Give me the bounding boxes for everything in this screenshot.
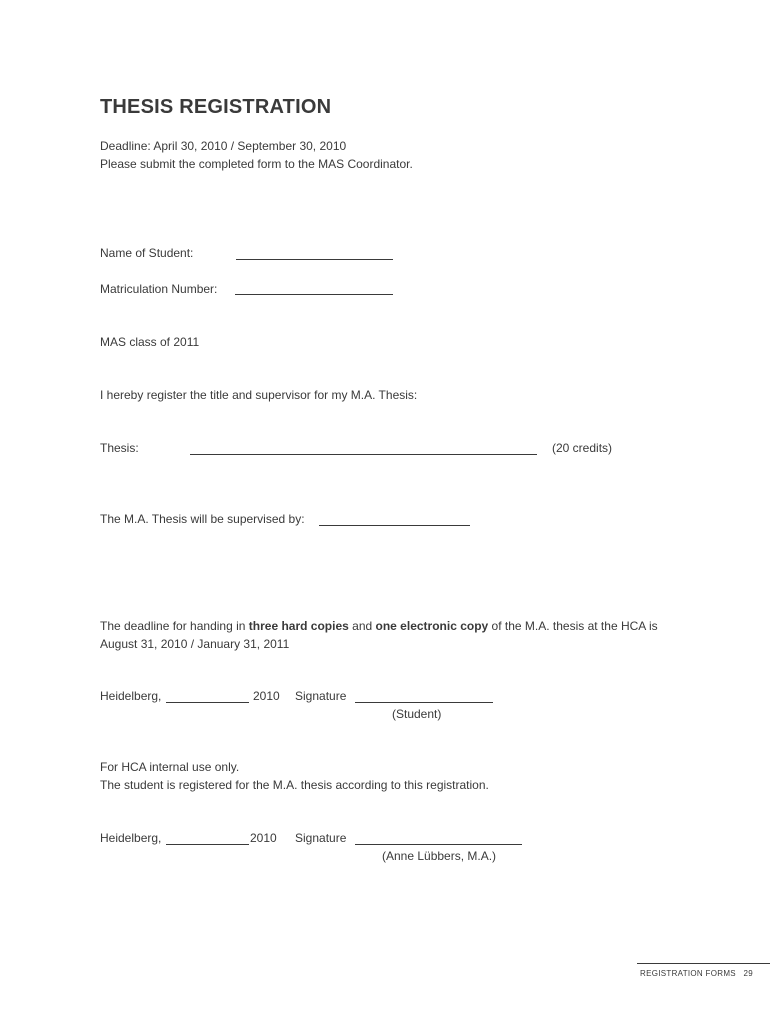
name-of-student-label: Name of Student: <box>100 246 194 260</box>
footer-divider <box>637 963 770 964</box>
hard-copies-emphasis: three hard copies <box>248 619 349 633</box>
registration-statement: I hereby register the title and supervisor for my M.A. Thesis: <box>100 388 418 402</box>
student-signature-caption: (Student) <box>392 707 442 721</box>
handin-deadline-text <box>100 619 658 633</box>
student-year: 2010 <box>253 689 280 703</box>
thesis-title-field[interactable] <box>190 454 537 455</box>
student-date-field[interactable] <box>166 702 249 703</box>
student-signature-field[interactable] <box>355 702 493 703</box>
page-number: 29 <box>743 969 753 978</box>
electronic-copy-emphasis: one electronic copy <box>375 619 489 633</box>
handin-deadline-dates: August 31, 2010 / January 31, 2011 <box>100 637 290 651</box>
student-signature-label: Signature <box>295 689 347 703</box>
footer <box>640 969 753 978</box>
supervisor-label: The M.A. Thesis will be supervised by: <box>100 512 305 526</box>
handin-text-part: The deadline for handing in <box>100 619 249 633</box>
matriculation-number-field[interactable] <box>235 294 393 295</box>
footer-section-title: REGISTRATION FORMS <box>640 969 736 978</box>
submit-instructions: Please submit the completed form to the MAS Coordinator. <box>100 157 413 171</box>
handin-text-part: of the M.A. thesis at the HCA is <box>488 619 658 633</box>
official-year: 2010 <box>250 831 277 845</box>
official-signature-field[interactable] <box>355 844 522 845</box>
thesis-credits: (20 credits) <box>552 441 613 455</box>
student-place-label: Heidelberg, <box>100 689 162 703</box>
name-of-student-field[interactable] <box>236 259 393 260</box>
internal-use-statement: The student is registered for the M.A. thesis according to this registration. <box>100 778 489 792</box>
matriculation-number-label: Matriculation Number: <box>100 282 218 296</box>
handin-text-part: and <box>348 619 376 633</box>
internal-use-heading: For HCA internal use only. <box>100 760 240 774</box>
deadline-text: Deadline: April 30, 2010 / September 30, 2010 <box>100 139 347 153</box>
official-signature-label: Signature <box>295 831 347 845</box>
supervisor-field[interactable] <box>319 525 470 526</box>
class-year-text: MAS class of 2011 <box>100 335 200 349</box>
thesis-label: Thesis: <box>100 441 139 455</box>
official-date-field[interactable] <box>166 844 249 845</box>
official-place-label: Heidelberg, <box>100 831 162 845</box>
official-signature-caption: (Anne Lübbers, M.A.) <box>382 849 497 863</box>
page-title: THESIS REGISTRATION <box>100 96 332 118</box>
